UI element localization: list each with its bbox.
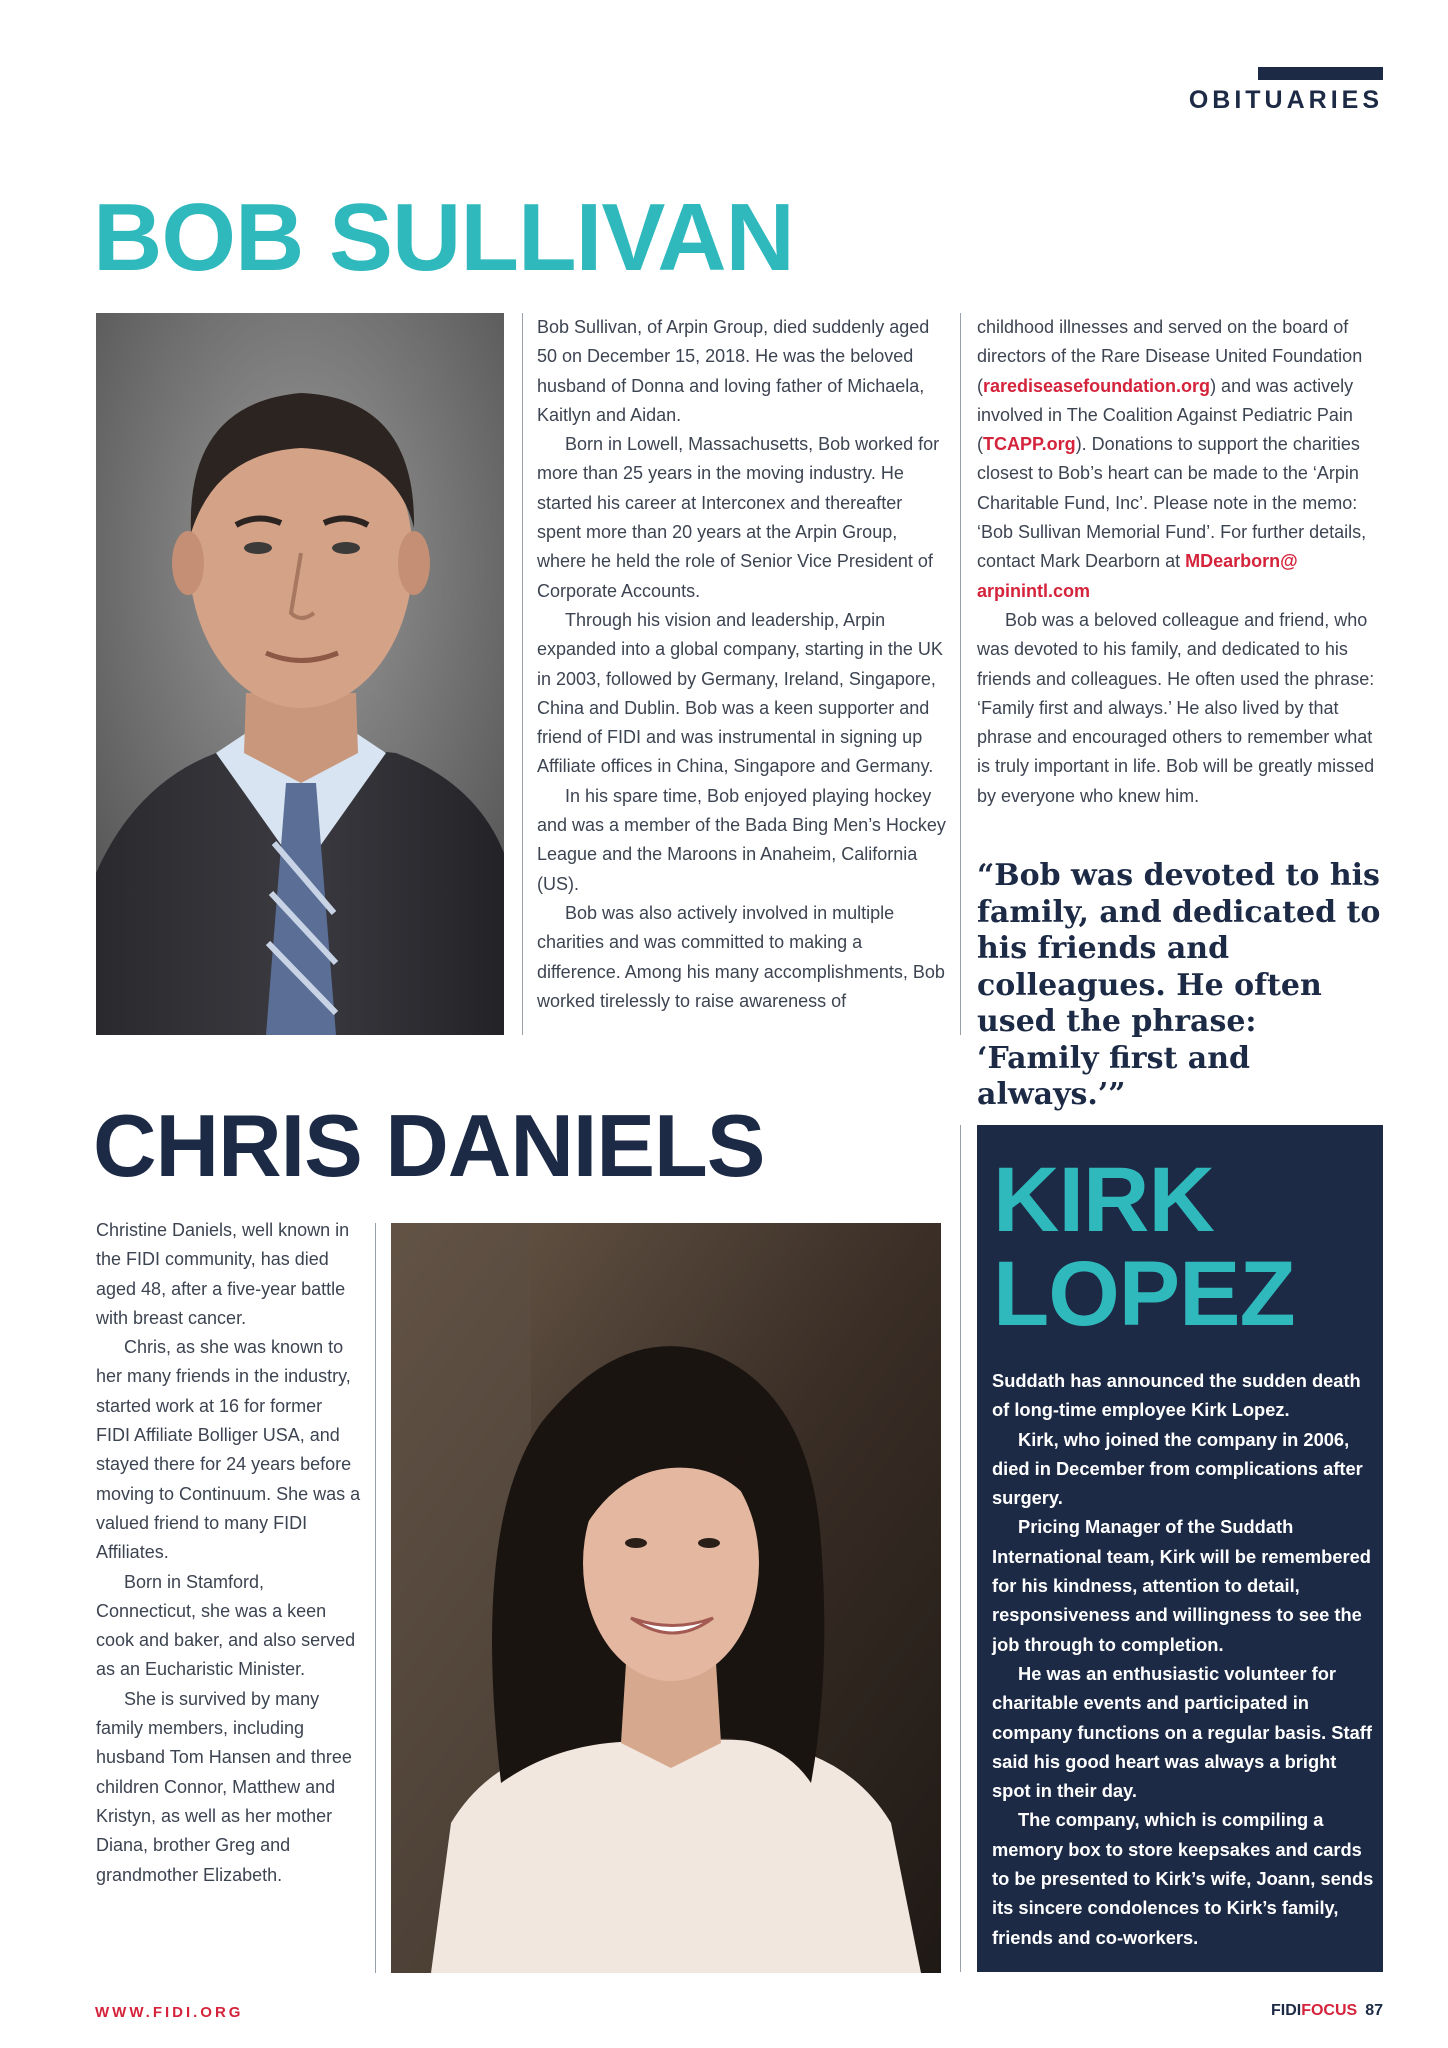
header-bar — [1258, 67, 1383, 80]
chris-daniels-column — [96, 1216, 361, 1890]
bob-paragraph-4: In his spare time, Bob enjoyed playing hockey and was a member of the Bada Bing Men’s Hockey League and the Maroons in Anaheim, California (US). — [537, 785, 946, 894]
bob-sullivan-heading: BOB SULLIVAN — [93, 184, 794, 291]
chris-daniels-heading: CHRIS DANIELS — [93, 1096, 765, 1195]
column-divider — [522, 313, 523, 1035]
bob-paragraph-3: Through his vision and leadership, Arpin expanded into a global company, starting in the UK in 2003, followed by Germany, Ireland, Singapore, China and Dublin. Bob was a keen supporter and friend of FIDI and was instrumental in signing up Affiliate offices in China, Singapore and Germany. — [537, 609, 943, 777]
bob-text-segment: ). Donations to support the charities closest to Bob’s heart can be made to the ‘Arpin Charitable Fund, Inc’. Please note in the memo: ‘Bob Sullivan Memorial Fund’. For further details, contact Mark Dearborn at — [977, 434, 1367, 572]
column-divider — [960, 1125, 961, 1972]
page-number: 87 — [1365, 2002, 1383, 2019]
bob-paragraph-continued — [977, 313, 1387, 606]
kirk-paragraph-2: Kirk, who joined the company in 2006, died in December from complications after surgery. — [992, 1428, 1363, 1509]
footer-brand — [1271, 2002, 1383, 2020]
kirk-paragraph-3: Pricing Manager of the Suddath International team, Kirk will be remembered for his kindness, attention to detail, responsiveness and willingness to see the job through to completion. — [992, 1516, 1371, 1655]
kirk-paragraph-1: Suddath has announced the sudden death of long-time employee Kirk Lopez. — [992, 1370, 1361, 1421]
rare-disease-link[interactable]: rarediseasefoundation.org — [983, 375, 1211, 396]
chris-paragraph-1: Christine Daniels, well known in the FIDI community, has died aged 48, after a five-year battle with breast cancer. — [96, 1220, 350, 1328]
brand-focus: FOCUS — [1301, 2002, 1358, 2019]
kirk-paragraph-4: He was an enthusiastic volunteer for charitable events and participated in company functions on a regular basis. Staff said his good heart was always a bright spot in their day. — [992, 1662, 1372, 1802]
section-label: OBITUARIES — [1188, 86, 1383, 114]
brand-fidi: FIDI — [1270, 2002, 1302, 2019]
bob-sullivan-column-1 — [537, 313, 950, 1016]
kirk-lopez-heading — [993, 1149, 1295, 1345]
column-divider — [960, 313, 961, 1035]
column-divider — [375, 1223, 376, 1973]
bob-sullivan-photo — [96, 313, 504, 1035]
chris-daniels-photo — [391, 1223, 941, 1973]
chris-paragraph-3: Born in Stamford, Connecticut, she was a keen cook and baker, and also served as an Eucharistic Minister. — [96, 1571, 356, 1680]
kirk-lopez-heading-line-2: LOPEZ — [993, 1243, 1295, 1345]
kirk-lopez-heading-line-1: KIRK — [993, 1149, 1214, 1251]
kirk-lopez-text — [992, 1366, 1374, 1952]
pull-quote: “Bob was devoted to his family, and dedicated to his friends and colleagues. He often used the phrase: ‘Family first and always.’” — [977, 858, 1381, 1112]
bob-paragraph-2: Born in Lowell, Massachusetts, Bob worked for more than 25 years in the moving industry. He started his career at Interconex and thereafter spent more than 20 years at the Arpin Group, where he held the role of Senior Vice President of Corporate Accounts. — [537, 434, 940, 601]
footer-website-link[interactable]: WWW.FIDI.ORG — [95, 2004, 244, 2021]
tcapp-link[interactable]: TCAPP.org — [983, 434, 1076, 455]
chris-paragraph-4: She is survived by many family members, including husband Tom Hansen and three children Connor, Matthew and Kristyn, as well as her mother Diana, brother Greg and grandmother Elizabeth. — [96, 1688, 352, 1885]
bob-paragraph-1: Bob Sullivan, of Arpin Group, died suddenly aged 50 on December 15, 2018. He was the beloved husband of Donna and loving father of Michaela, Kaitlyn and Aidan. — [537, 317, 930, 425]
bob-text-segment: ) and was actively involved in The Coalition Against Pediatric Pain ( — [977, 375, 1354, 455]
kirk-paragraph-5: The company, which is compiling a memory box to store keepsakes and cards to be presented to Kirk’s wife, Joann, sends its sincere condolences to Kirk’s family, friends and co-workers. — [992, 1809, 1374, 1948]
bob-sullivan-column-2 — [977, 313, 1387, 811]
bob-text-segment: childhood illnesses and served on the board of directors of the Rare Disease United Foundation ( — [977, 317, 1363, 396]
bob-paragraph-5: Bob was also actively involved in multiple charities and was committed to making a difference. Among his many accomplishments, Bob worked tirelessly to raise awareness of — [537, 902, 945, 1011]
bob-paragraph-6: Bob was a beloved colleague and friend, who was devoted to his family, and dedicated to his friends and colleagues. He often used the phrase: ‘Family first and always.’ He also lived by that phrase and encouraged others to remember what is truly important in life. Bob will be greatly missed by everyone who knew him. — [977, 609, 1375, 806]
chris-paragraph-2: Chris, as she was known to her many friends in the industry, started work at 16 for former FIDI Affiliate Bolliger USA, and stayed there for 24 years before moving to Continuum. She was a valued friend to many FIDI Affiliates. — [96, 1337, 361, 1563]
email-link[interactable]: MDearborn@ arpinintl.com — [977, 551, 1298, 601]
